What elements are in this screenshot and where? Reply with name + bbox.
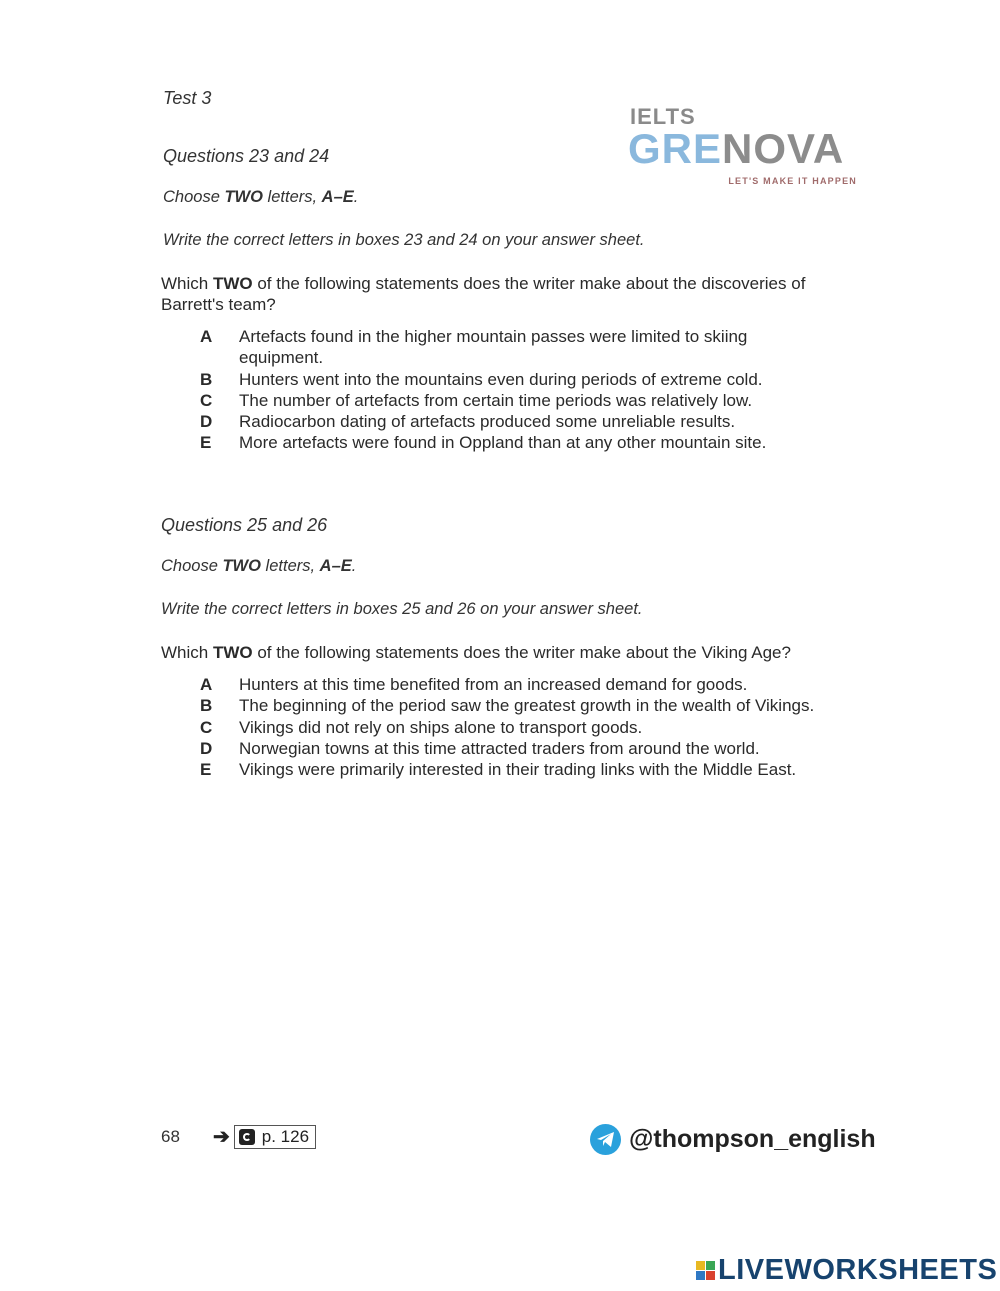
option-c: C Vikings did not rely on ships alone to transport goods. bbox=[200, 717, 643, 737]
grenova-logo bbox=[628, 104, 863, 188]
page-reference-box bbox=[234, 1125, 316, 1149]
option-d: D Radiocarbon dating of artefacts produced some unreliable results. bbox=[200, 412, 736, 432]
logo-tagline: LET'S MAKE IT HAPPEN bbox=[728, 176, 857, 186]
arrow-icon: ➔ bbox=[213, 1126, 230, 1148]
option-a: A Hunters at this time benefited from an increased demand for goods. bbox=[200, 675, 748, 694]
option-e: E More artefacts were found in Oppland than at any other mountain site. bbox=[200, 433, 767, 453]
option-e: E Vikings were primarily interested in their trading links with the Middle East. bbox=[200, 760, 797, 780]
section-1-options bbox=[200, 326, 859, 454]
liveworksheets-text: LIVEWORKSHEETS bbox=[718, 1254, 998, 1286]
liveworksheets-watermark bbox=[696, 1254, 997, 1287]
section-1-question-stem: Which TWO of the following statements does the writer make about the discoveries of Barrett's team? bbox=[161, 274, 806, 314]
liveworksheets-logo-icon bbox=[696, 1261, 715, 1280]
page-reference-text: p. 126 bbox=[261, 1126, 310, 1146]
section-2-heading: Questions 25 and 26 bbox=[161, 515, 328, 535]
section-2-options bbox=[200, 674, 859, 780]
option-a: A Artefacts found in the higher mountain passes were limited to skiing equipment. bbox=[200, 327, 748, 368]
telegram-icon bbox=[590, 1124, 621, 1155]
logo-brand: GRENOVA bbox=[628, 125, 845, 172]
section-1-write-instruction: Write the correct letters in boxes 23 and 24 on your answer sheet. bbox=[163, 231, 645, 249]
section-1-choose-instruction: Choose TWO letters, A–E. bbox=[163, 188, 359, 206]
telegram-handle-text: @thompson_english bbox=[629, 1125, 876, 1153]
telegram-handle bbox=[590, 1124, 876, 1155]
option-b: B Hunters went into the mountains even during periods of extreme cold. bbox=[200, 369, 763, 389]
section-2-write-instruction: Write the correct letters in boxes 25 and 26 on your answer sheet. bbox=[161, 600, 643, 618]
option-c: C The number of artefacts from certain time periods was relatively low. bbox=[200, 390, 753, 410]
section-1-heading: Questions 23 and 24 bbox=[163, 146, 330, 166]
section-2-question-stem: Which TWO of the following statements does the writer make about the Viking Age? bbox=[161, 643, 791, 662]
section-2-choose-instruction: Choose TWO letters, A–E. bbox=[161, 557, 357, 575]
logo-ielts-text: IELTS bbox=[630, 104, 696, 129]
answer-key-icon bbox=[239, 1129, 255, 1145]
answer-key-reference bbox=[213, 1124, 316, 1149]
page-number: 68 bbox=[161, 1127, 180, 1146]
option-d: D Norwegian towns at this time attracted traders from around the world. bbox=[200, 738, 760, 758]
test-label: Test 3 bbox=[163, 88, 212, 108]
option-b: B The beginning of the period saw the greatest growth in the wealth of Vikings. bbox=[200, 696, 815, 716]
